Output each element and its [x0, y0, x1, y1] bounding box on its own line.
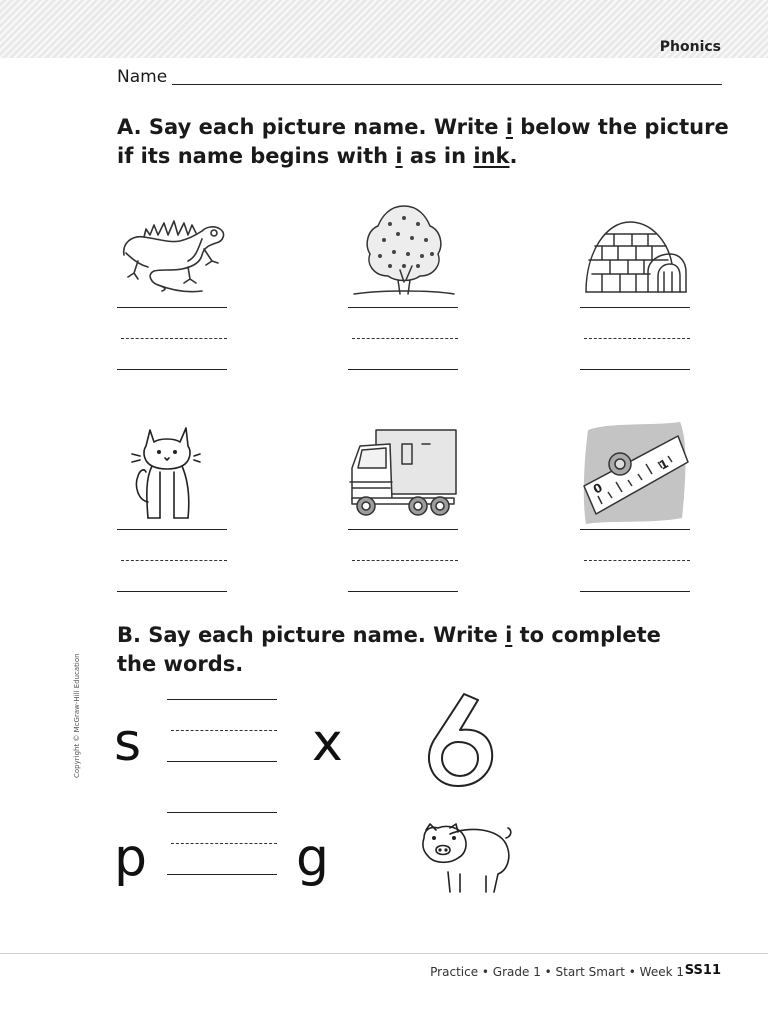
cat-picture [130, 422, 202, 522]
six-picture [420, 690, 500, 790]
answer-lines-tree[interactable] [348, 307, 460, 371]
answer-lines-igloo[interactable] [580, 307, 692, 371]
word-six-blank[interactable] [167, 699, 279, 763]
iguana-picture [118, 205, 228, 297]
word-six-first-letter: s [114, 713, 142, 773]
answer-lines-iguana[interactable] [117, 307, 229, 371]
copyright-notice: Copyright © McGraw-Hill Education [73, 653, 81, 778]
inch-ruler-picture [580, 420, 690, 526]
tree-picture [350, 200, 458, 298]
page-number: SS11 [684, 963, 721, 978]
word-pig-last-letter: g [296, 828, 330, 888]
section-label: Phonics [659, 39, 721, 55]
instructions-b: B. Say each picture name. Write i to complete the words. [117, 623, 661, 676]
word-pig-first-letter: p [114, 828, 148, 888]
answer-lines-inch[interactable] [580, 529, 692, 593]
word-pig-blank[interactable] [167, 812, 279, 876]
answer-lines-truck[interactable] [348, 529, 460, 593]
name-label: Name [117, 67, 168, 87]
svg-text:1: 1 [656, 456, 671, 473]
header-band [0, 0, 768, 58]
name-input-line[interactable] [172, 84, 722, 85]
igloo-picture [582, 212, 690, 298]
svg-text:0: 0 [590, 480, 605, 497]
footer-divider [0, 953, 768, 954]
truck-picture [346, 424, 458, 518]
answer-lines-cat[interactable] [117, 529, 229, 593]
footer-breadcrumb: Practice • Grade 1 • Start Smart • Week 1 [430, 965, 684, 979]
instructions-a: A. Say each picture name. Write i below the picture if its name begins with i as in ink. [117, 115, 729, 168]
pig-picture [420, 822, 514, 898]
word-six-last-letter: x [312, 713, 343, 773]
